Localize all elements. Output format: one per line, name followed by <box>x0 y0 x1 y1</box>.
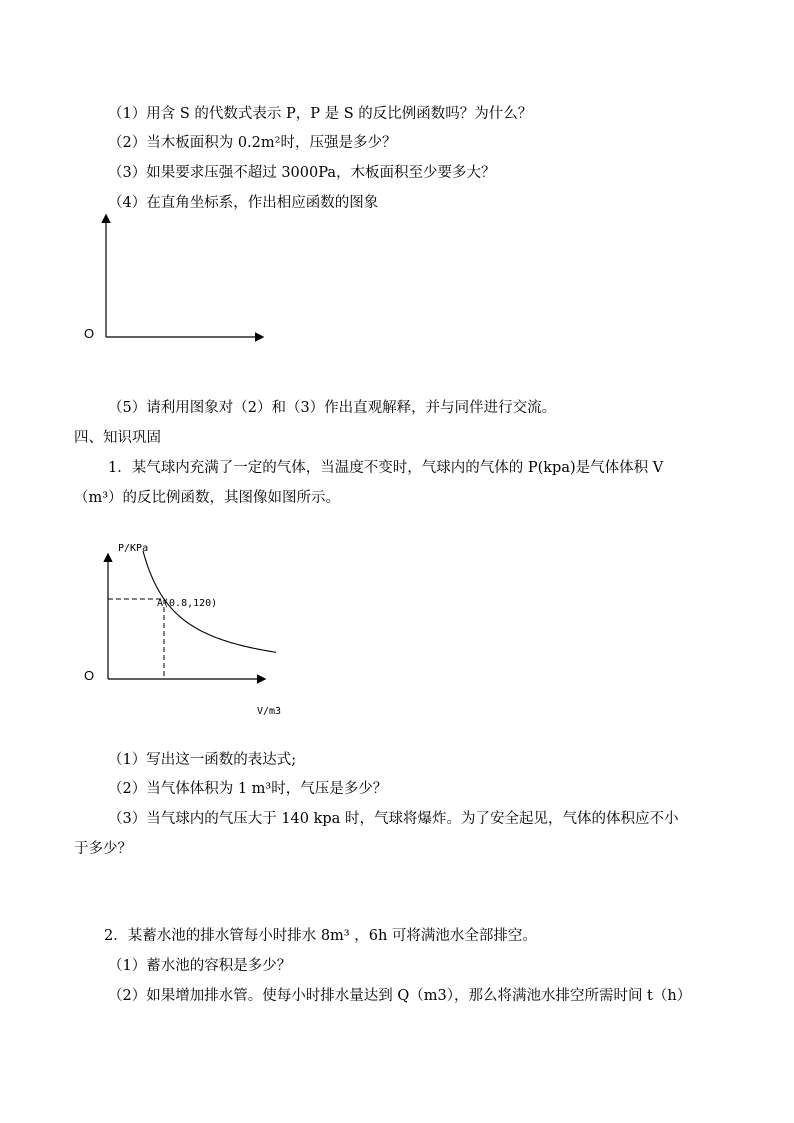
blank-axes-graph <box>90 210 290 350</box>
problem2-question-2: （2）如果增加排水管。使每小时排水量达到 Q（m3），那么将满池水排空所需时间 t（h） <box>108 988 692 1004</box>
question-2: （2）当木板面积为 0.2m²时，压强是多少？ <box>108 135 397 151</box>
section-heading: 四、知识巩固 <box>74 430 161 446</box>
pressure-volume-chart <box>90 545 290 705</box>
graph1-origin: O <box>84 326 95 341</box>
gas-question-2: （2）当气体体积为 1 m³时，气压是多少？ <box>108 781 388 797</box>
graph2-origin: O <box>84 668 95 683</box>
gas-question-1: （1）写出这一函数的表达式; <box>108 752 297 768</box>
problem1-line2: （m³）的反比例函数，其图像如图所示。 <box>74 490 341 506</box>
question-4: （4）在直角坐标系，作出相应函数的图象 <box>108 195 379 211</box>
problem2-stem: 2．某蓄水池的排水管每小时排水 8m³ ，6h 可将满池水全部排空。 <box>104 928 537 944</box>
problem1-line1: 1．某气球内充满了一定的气体，当温度不变时，气球内的气体的 P(kpa)是气体体积 V <box>108 460 664 476</box>
problem2-question-1: （1）蓄水池的容积是多少？ <box>108 958 292 974</box>
gas-question-3-line1: （3）当气球内的气压大于 140 kpa 时，气球将爆炸。为了安全起见，气体的体积应不小 <box>108 811 679 827</box>
point-a-label: A(0.8,120) <box>157 598 218 609</box>
question-3: （3）如果要求压强不超过 3000Pa，木板面积至少要多大？ <box>108 165 496 181</box>
y-axis-label: P/KPa <box>118 543 149 554</box>
x-axis-label: V/m3 <box>257 706 282 717</box>
gas-question-3-line2: 于多少？ <box>74 841 132 857</box>
question-5: （5）请利用图象对（2）和（3）作出直观解释，并与同伴进行交流。 <box>108 400 557 416</box>
question-1: （1）用含 S 的代数式表示 P，P 是 S 的反比例函数吗？为什么？ <box>108 106 533 122</box>
